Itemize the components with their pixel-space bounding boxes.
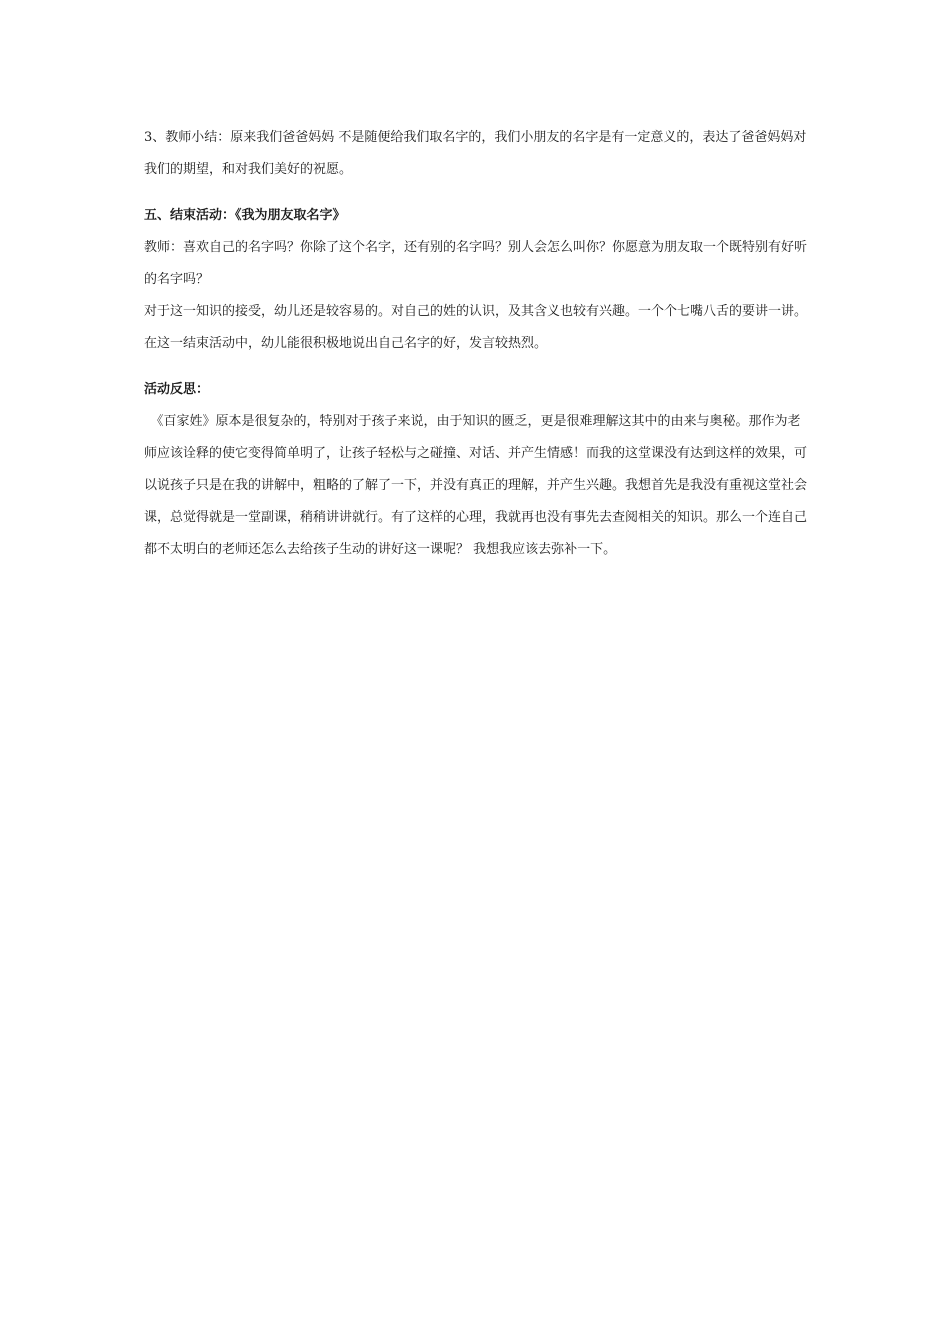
reflection-paragraph: 《百家姓》原本是很复杂的，特别对于孩子来说，由于知识的匮乏，更是很难理解这其中的由来与奥秘。那作为老师应该诠释的使它变得简单明了，让孩子轻松与之碰撞、对话、并产生情感！而我的这堂课没有达到这样的效果，可以说孩子只是在我的讲解中，粗略的了解了一下，并没有真正的理解，并产生兴趣。我想首先是我没有重视这堂社会课，总觉得就是一堂副课，稍稍讲讲就行。有了这样的心理，我就再也没有事先去查阅相关的知识。那么一个连自己都不太明白的老师还怎么去给孩子生动的讲好这一课呢？ 我想我应该去弥补一下。 <box>144 414 808 557</box>
spacer <box>144 186 810 200</box>
section5-teacher-prompt: 教师：喜欢自己的名字吗？你除了这个名字，还有别的名字吗？别人会怎么叫你？你愿意为朋友取一个既特别有好听的名字吗？ <box>144 240 808 287</box>
spacer <box>144 360 810 374</box>
section3-summary-paragraph: 3、教师小结：原来我们爸爸妈妈 不是随便给我们取名字的，我们小朋友的名字是有一定意义的，表达了爸爸妈妈对我们的期望，和对我们美好的祝愿。 <box>144 130 807 177</box>
section5-observation-1: 对于这一知识的接受，幼儿还是较容易的。对自己的姓的认识，及其含义也较有兴趣。一个个七嘴八舌的要讲一讲。 <box>144 304 808 319</box>
reflection-heading: 活动反思： <box>144 382 210 397</box>
document-body <box>144 122 810 566</box>
section5-observation-2: 在这一结束活动中，幼儿能很积极地说出自己名字的好，发言较热烈。 <box>144 336 548 351</box>
section5-heading: 五、结束活动：《我为朋友取名字》 <box>144 208 346 223</box>
